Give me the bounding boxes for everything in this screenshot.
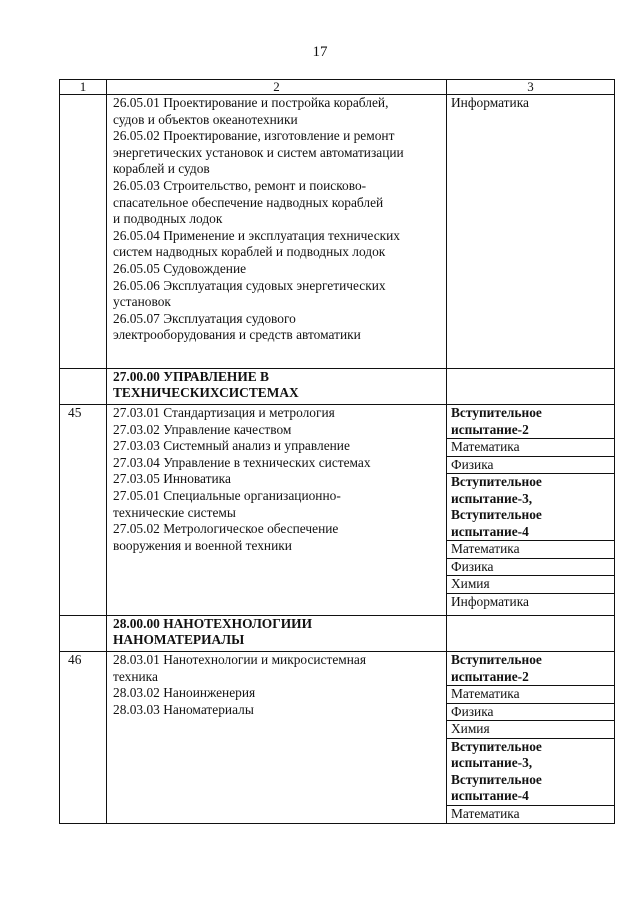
subject-line: испытание-4 — [451, 523, 529, 539]
section-row — [60, 616, 615, 652]
subject-item: Математика — [451, 805, 520, 821]
subject-item — [447, 405, 614, 439]
text-line: 26.05.05 Судовождение — [113, 260, 247, 276]
text-line: 27.00.00 УПРАВЛЕНИЕ В ТЕХНИЧЕСКИХ — [113, 369, 269, 400]
text-line: 28.03.03 Наноматериалы — [113, 701, 254, 717]
text-line: энергетических установок и систем автоматизации — [113, 144, 404, 160]
text-line: 26.05.01 Проектирование и постройка кораблей, — [113, 95, 389, 110]
table-row — [60, 95, 615, 369]
subjects-cell — [447, 95, 615, 369]
subject-item — [447, 652, 614, 686]
text-line: электрооборудования и средств автоматики — [113, 327, 361, 343]
section-title — [107, 369, 447, 405]
subject-item: Химия — [447, 721, 614, 739]
text-line: 26.05.04 Применение и эксплуатация технических — [113, 227, 401, 243]
text-line: 27.03.04 Управление в технических системах — [113, 454, 371, 470]
subject-line: испытание-2 — [451, 668, 529, 684]
table-row — [60, 652, 615, 824]
subject-item: Химия — [447, 576, 614, 594]
header-col-1: 1 — [60, 80, 107, 95]
programs-cell — [107, 652, 447, 824]
subject-item: Математика — [447, 439, 614, 457]
subject-line: Вступительное — [451, 652, 542, 667]
subject-item — [447, 474, 614, 541]
section-row — [60, 369, 615, 405]
subject-item: Информатика — [451, 593, 529, 609]
header-col-3: 3 — [447, 80, 615, 95]
subject-line: Вступительное — [451, 474, 542, 489]
text-line: 26.05.06 Эксплуатация судовых энергетических — [113, 277, 386, 293]
text-line: СИСТЕМАХ — [219, 384, 299, 400]
subject-item — [447, 739, 614, 806]
table-header-row — [60, 80, 615, 95]
programs-cell — [107, 95, 447, 369]
text-line: установок — [113, 294, 171, 310]
text-line: 27.03.05 Инноватика — [113, 471, 231, 487]
text-line: 28.03.02 Наноинженерия — [113, 685, 256, 701]
page-number: 17 — [312, 44, 328, 60]
text-line: 26.05.03 Строительство, ремонт и поисково- — [113, 177, 367, 193]
text-line: 27.03.02 Управление качеством — [113, 421, 292, 437]
subject-item: Физика — [447, 704, 614, 722]
subject-item: Математика — [447, 541, 614, 559]
subject-line: испытание-4 — [451, 788, 529, 803]
text-line: 27.03.01 Стандартизация и метрология — [113, 405, 335, 420]
subject-item: Физика — [447, 559, 614, 577]
text-line: кораблей и судов — [113, 161, 210, 177]
text-line: 27.05.01 Специальные организационно- — [113, 487, 341, 503]
text-line: 27.05.02 Метрологическое обеспечение — [113, 521, 339, 537]
text-line: 28.03.01 Нанотехнологии и микросистемная — [113, 652, 367, 667]
text-line: спасательное обеспечение надводных кораблей — [113, 194, 384, 210]
subject-line: Вступительное — [451, 771, 542, 787]
subject-line: испытание-3, — [451, 490, 533, 506]
text-line: 26.05.07 Эксплуатация судового — [113, 310, 296, 326]
subject-line: Вступительное — [451, 507, 542, 522]
text-line: и подводных лодок — [113, 211, 223, 227]
row-number: 46 — [60, 652, 107, 824]
text-line: 26.05.02 Проектирование, изготовление и ремонт — [113, 128, 395, 144]
subject-line: испытание-3, — [451, 755, 533, 770]
subjects-cell — [447, 405, 615, 616]
text-line: 27.03.03 Системный анализ и управление — [113, 438, 350, 454]
header-col-2: 2 — [107, 80, 447, 95]
admission-table — [59, 79, 615, 824]
text-line: систем надводных кораблей и подводных лодок — [113, 244, 386, 260]
subject-item: Математика — [447, 686, 614, 704]
text-line: судов и объектов океанотехники — [113, 111, 298, 127]
subject-item: Информатика — [451, 95, 529, 110]
subjects-cell — [447, 652, 615, 824]
subject-line: испытание-2 — [451, 421, 529, 437]
text-line: вооружения и военной техники — [113, 537, 292, 553]
section-title — [107, 616, 447, 652]
subject-line: Вступительное — [451, 405, 542, 420]
table-row — [60, 405, 615, 616]
subject-line: Вступительное — [451, 738, 542, 754]
programs-cell — [107, 405, 447, 616]
text-line: 28.00.00 НАНОТЕХНОЛОГИИ — [113, 616, 302, 631]
subject-item: Физика — [447, 457, 614, 475]
text-line: И НАНОМАТЕРИАЛЫ — [113, 616, 312, 647]
text-line: техника — [113, 668, 158, 684]
row-number: 45 — [60, 405, 107, 616]
text-line: технические системы — [113, 504, 236, 520]
row-number — [60, 95, 107, 369]
